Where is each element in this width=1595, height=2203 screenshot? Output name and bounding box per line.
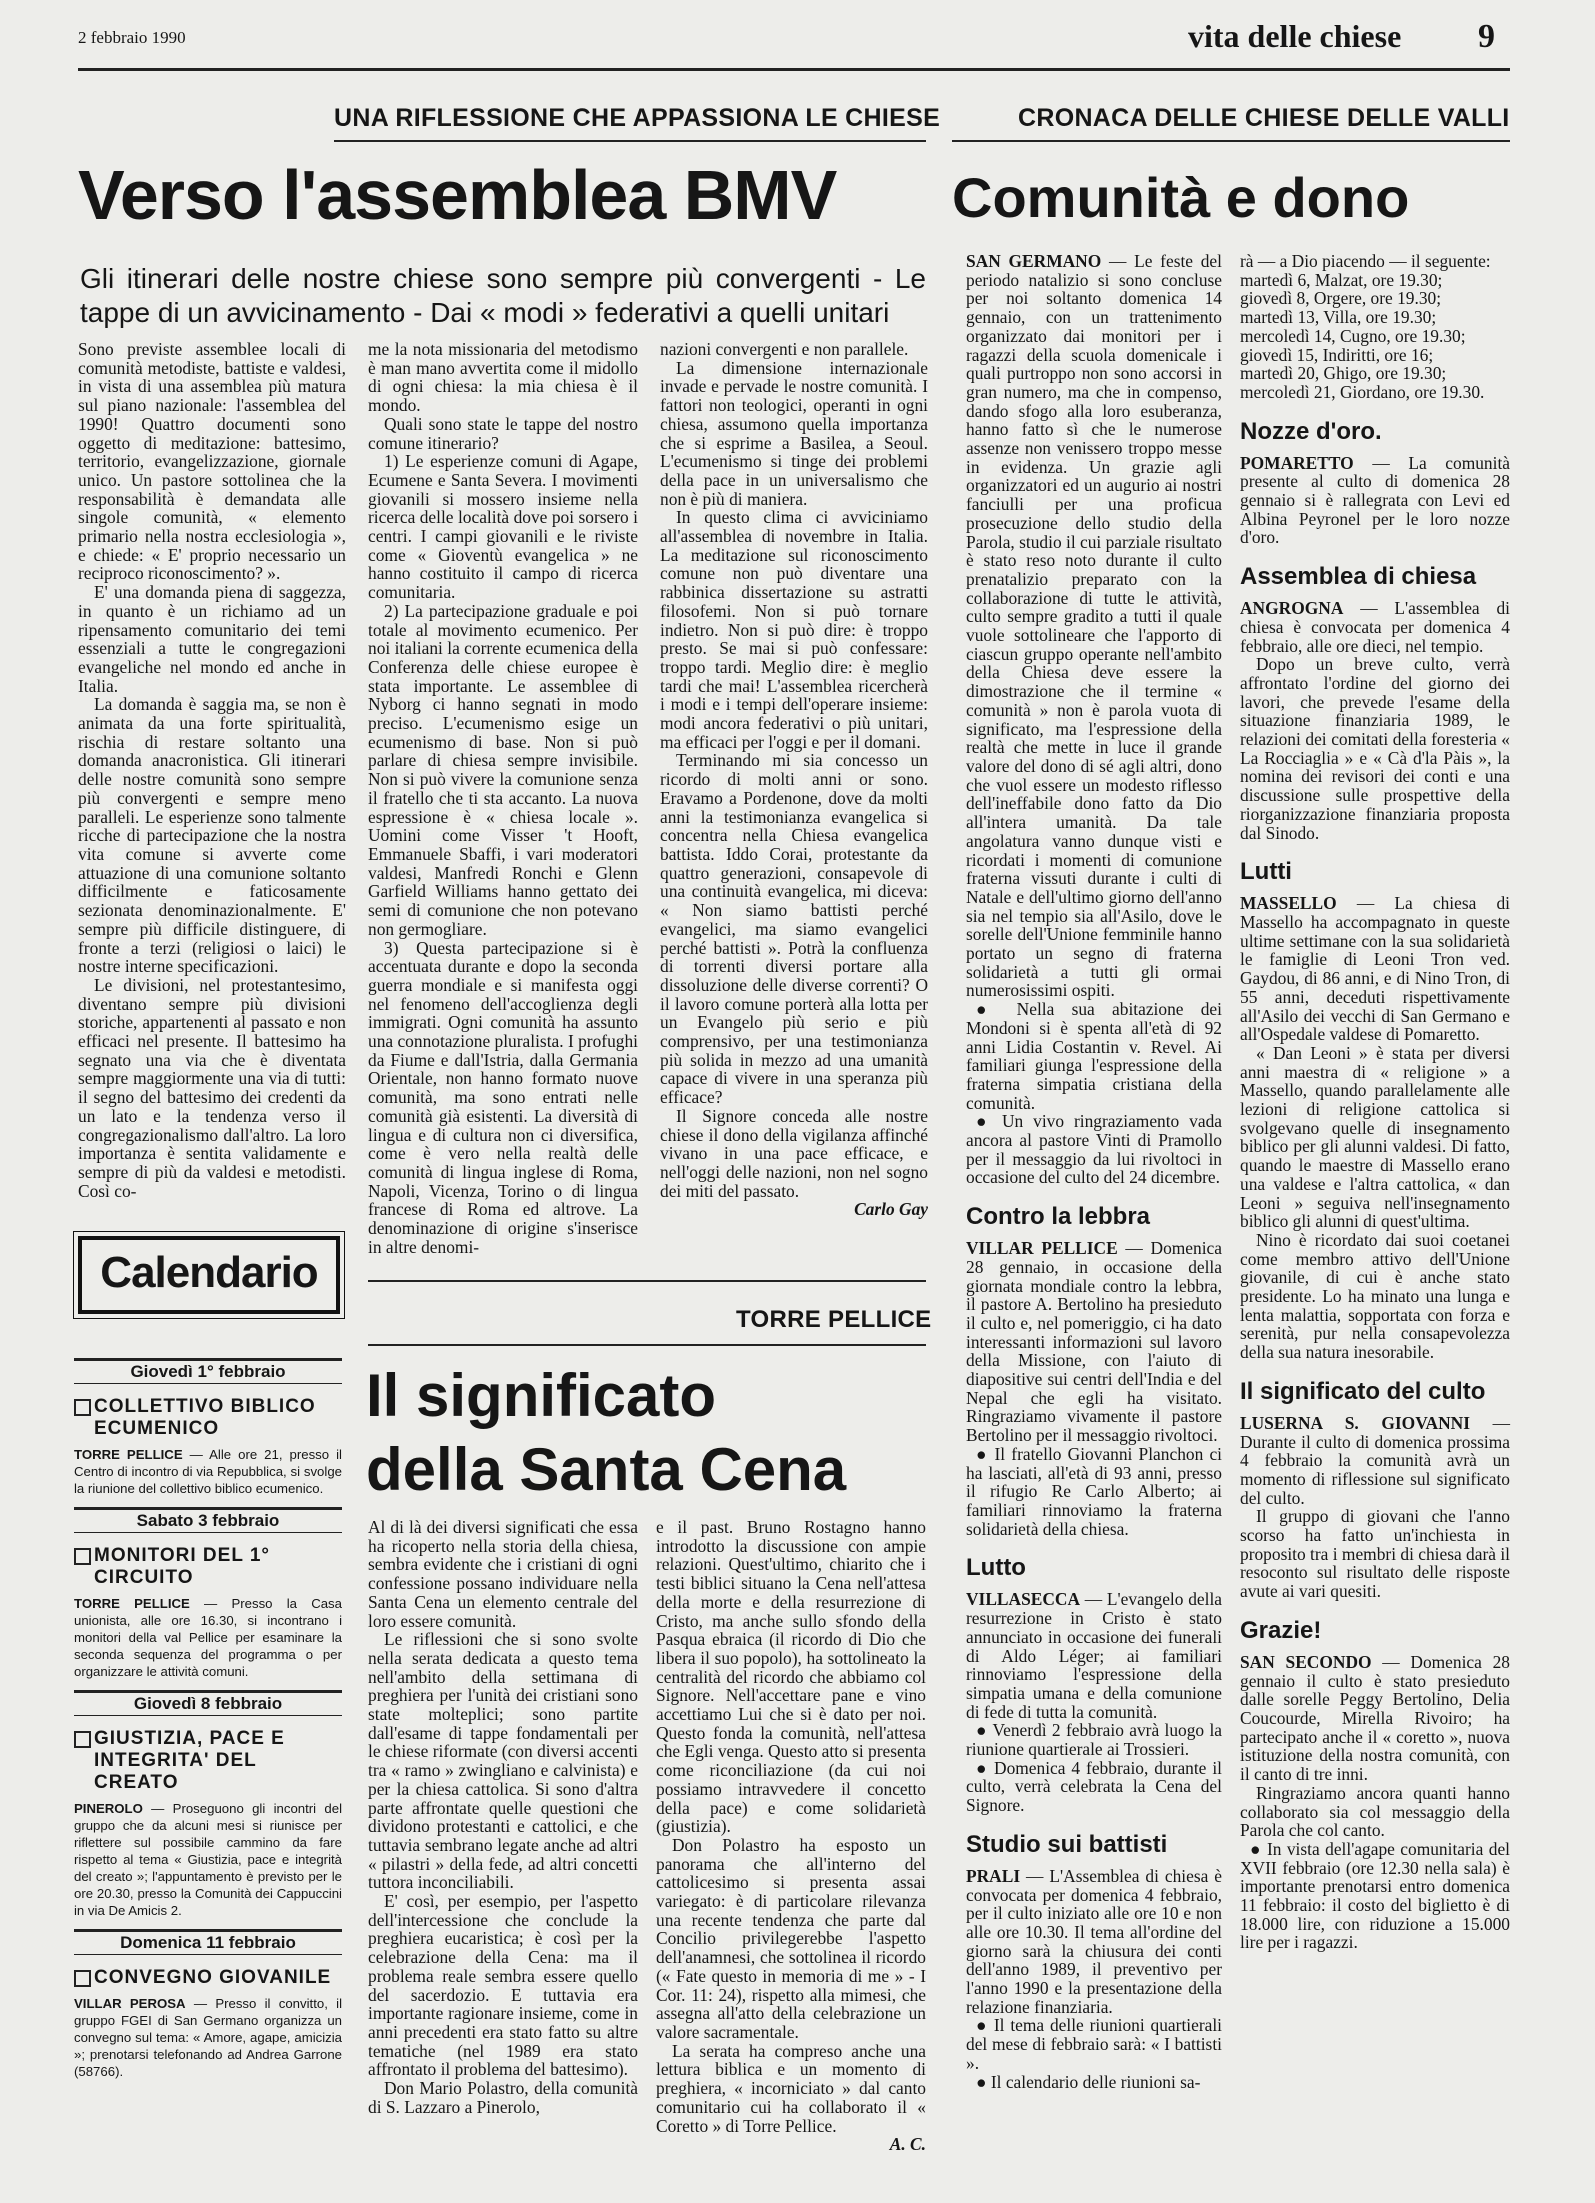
paragraph: Sono previste assemblee locali di comunità metodiste, battiste e valdesi, in vista di una assemblea più matura sul piano nazionale: l'assemblea del 1990! Quattro documenti sono oggetto di meditazione: battesimo, territorio, evangelizzazione, giornale unico. Un pastore sottolinea che la responsabilità è demandata alle singole comunità, « elemento primario nella nostra ecclesiologia », e chiede: « E' proprio necessario un reciproco riconoscimento? ». <box>78 339 346 584</box>
paragraph <box>1240 1507 1510 1601</box>
paragraph: La dimensione internazionale invade e pervade le nostre comunità. I fattori non teologici, operanti in ogni chiesa, assumono quella importanza che si esprime a Basilea, a Seoul. L'ecumenismo si tinge dei problemi della pace in un universalismo che non è più di maniera. <box>660 357 928 509</box>
schedule-line: martedì 20, Ghigo, ore 19.30; <box>1240 363 1447 384</box>
paragraph <box>1240 1653 1510 1784</box>
paragraph: Quali sono state le tappe del nostro comune itinerario? <box>368 413 638 453</box>
paragraph <box>1240 1231 1510 1362</box>
paragraph: Don Mario Polastro, della comunità di S. Lazzaro a Pinerolo, <box>368 2078 638 2117</box>
paragraph-text: — Domenica 28 gennaio il culto è stato presieduto dalle sorelle Peggy Bertolino, Delia Coucourde, Mirella Rivoiro; ha partecipato anche il « coretto », nuova istituzione della nostra comunità, con il canto di tre inni. <box>1240 1651 1510 1785</box>
left-kicker: UNA RIFLESSIONE CHE APPASSIONA LE CHIESE <box>334 104 941 132</box>
calendar-event-text <box>74 1995 342 2080</box>
right-col-b <box>1240 252 1510 2162</box>
paragraph <box>966 252 1222 1000</box>
paragraph <box>1240 454 1510 548</box>
paragraph: e il past. Bruno Rostagno hanno introdotto la discussione con ampie relazioni. Quest'ultimo, chiarito che i testi biblici situano la Cena nell'attesa della morte e della resurrezione di Cristo, ma anche sullo sfondo della Pasqua ebraica (il ricordo di Dio che libera il suo popolo), ha sottolineato la centralità del ricordo che abbiamo col Signore. Nell'accettare pane e vino accettiamo Lui che si è dato per noi. Questo fonda la comunità, nell'attesa che Egli venga. Questo atto si presenta come riconciliazione (da cui noi possiamo intravvedere il concetto della pace) e come solidarietà (giustizia). <box>656 1517 926 1837</box>
paragraph-text: — La chiesa di Massello ha accompagnato in queste ultime settimane con la sua solidarietà le famiglie di Leoni Tron ved. Gaydou, di 86 anni, e di Nino Tron, di 55 anni, deceduti rispettivamente all'Asilo dei vecchi di San Germano e all'Ospedale valdese di Pomaretto. <box>1240 893 1510 1045</box>
bullet-note: ● Domenica 4 febbraio, durante il culto, verrà celebrata la Cena del Signore. <box>966 1757 1222 1816</box>
paragraph: Le divisioni, nel protestantesimo, diventano sempre più divisioni storiche, appartenenti al passato e non efficaci nel presente. Il battesimo ha segnato una via che è diventata sempre maggiormente una via di tutti: il segno del battesimo dei credenti da un lato e la tendenza verso il congregazionalismo dall'altro. La loro importanza è sentita validamente e sempre di più da valdesi e metodisti. Così co- <box>78 974 346 1201</box>
left-col-3 <box>660 340 928 1260</box>
calendar-event-text <box>74 1800 342 1919</box>
calendar-day: Domenica 11 febbraio <box>74 1929 342 1955</box>
paragraph-text: — Domenica 28 gennaio, in occasione della giornata mondiale contro la lebbra, il pastore A. Bertolino ha presieduto il culto e, nel pomeriggio, ci ha dato interessanti informazioni sul lavoro della Missione, con l'aiuto di diapositive sui centri dell'India e del Nepal che egli ha visitato. Ringraziamo vivamente il pastore Bertolino per il messaggio rivoltoci. <box>966 1238 1222 1446</box>
paragraph-text: — Durante il culto di domenica prossima 4 febbraio la comunità avrà un momento di riflessione sul significato del culto. <box>1240 1412 1510 1508</box>
paragraph <box>966 1867 1222 2017</box>
torre-col-2 <box>656 1518 926 2158</box>
event-place: TORRE PELLICE <box>74 1596 190 1611</box>
calendar-event-text <box>74 1595 342 1680</box>
place-name: SAN GERMANO <box>966 251 1102 271</box>
calendar-day: Giovedì 8 febbraio <box>74 1690 342 1716</box>
schedule-line: martedì 13, Villa, ore 19.30; <box>1240 307 1437 328</box>
event-place: TORRE PELLICE <box>74 1447 183 1462</box>
subheading: Lutto <box>966 1554 1026 1582</box>
paragraph: Don Polastro ha esposto un panorama che all'interno del cattolicesimo si presenta assai variegato: è di particolare rilevanza una recente tendenza che parte dal Concilio privilegerebbe l'aspetto dell'anamnesi, che sottolinea il ricordo (« Fate questo in memoria di me » - I Cor. 11: 24), rispetto alla mimesi, che assegna all'atto della celebrazione un valore sacramentale. <box>656 1834 926 2042</box>
place-name: POMARETTO <box>1240 452 1354 473</box>
calendar-event-title: COLLETTIVO BIBLICO ECUMENICO <box>94 1396 342 1440</box>
paragraph-text: rà — a Dio piacendo — il seguente: <box>1240 251 1491 271</box>
place-name: ANGROGNA <box>1240 598 1344 619</box>
left-col-1 <box>78 340 346 1220</box>
calendar-day: Giovedì 1° febbraio <box>74 1358 342 1384</box>
paragraph <box>1240 252 1510 271</box>
paragraph: E' una domanda piena di saggezza, in quanto è un richiamo ad un ripensamento comunitario dei temi essenziali a tutte le congregazioni evangeliche nel mondo ed anche in Italia. <box>78 582 346 696</box>
bullet-note: ● Un vivo ringraziamento vada ancora al pastore Vinti di Pramollo per il messaggio da lui rivoltoci in occasione del culto del 24 dicembre. <box>966 1111 1222 1188</box>
subheading: Assemblea di chiesa <box>1240 563 1477 591</box>
paragraph-text: — L'evangelo della resurrezione in Cristo è stato annunciato in occasione dei funerali di Aldo Léger; ai familiari rinnoviamo l'espressione della simpatia umana e della comunione di fede di tutta la comunità. <box>966 1589 1222 1722</box>
subheading: Contro la lebbra <box>966 1203 1151 1231</box>
paragraph-text: Nino è ricordato dai suoi coetanei come membro attivo dell'Unione giovanile, di cui è anche stato presidente. Lo ha minato una lunga e lenta malattia, sopportata con forza e serenità, pur nella consapevolezza della sua natura inesorabile. <box>1240 1229 1510 1363</box>
paragraph: 1) Le esperienze comuni di Agape, Ecumene e Santa Severa. I movimenti giovanili si mossero insieme nella ricerca delle località dove poi sorsero i centri. I campi giovanili e le riviste come « Gioventù evangelica » ne hanno costituito il campo di ricerca comunitaria. <box>368 451 638 603</box>
paragraph <box>1240 894 1510 1044</box>
left-kicker-rule <box>334 140 926 142</box>
event-body: — Presso il convitto, il gruppo FGEI di San Germano organizza un convegno sul tema: « Amore, agape, amicizia »; prenotarsi telefonando ad Andrea Garrone (58766). <box>74 1996 342 2079</box>
right-kicker: CRONACA DELLE CHIESE DELLE VALLI <box>1018 104 1510 132</box>
subheading: Lutti <box>1240 858 1292 886</box>
paragraph: 2) La partecipazione graduale e poi totale al movimento ecumenico. Per noi italiani la corrente ecumenica della Conferenza delle chiese europee è stata importante. Le assemblee di Nyborg ci hanno segnati in modo preciso. L'ecumenismo esige un ecumenismo di base. Non si può parlare di chiesa sempre invisibile. Non si può vivere la comunione senza il fratello che ti sta accanto. La nuova espressione è « chiesa locale ». Uomini come Visser 't Hooft, Emmanuele Sbaffi, i vari moderatori valdesi, Manfredi Ronchi e Glenn Garfield Williams hanno gettato dei semi di comunione che non potevano non germogliare. <box>368 600 638 939</box>
place-name: VILLASECCA <box>966 1589 1081 1610</box>
event-place: VILLAR PEROSA <box>74 1996 186 2011</box>
paragraph: me la nota missionaria del metodismo è man mano avvertita come il midollo di ogni chiesa: la mia chiesa è il mondo. <box>368 339 638 416</box>
header-rule <box>78 68 1510 71</box>
paragraph-text: Il gruppo di giovani che l'anno scorso ha fatto un'inchiesta in proposito tra i membri di chiesa darà il resoconto sul risultato delle risposte avute ai vari quesiti. <box>1240 1506 1510 1602</box>
section-title: vita delle chiese <box>1188 18 1402 54</box>
bullet-note: ● Venerdì 2 febbraio avrà luogo la riunione quartierale ai Trossieri. <box>966 1720 1222 1760</box>
torre-col-1 <box>368 1518 638 2158</box>
paragraph: Il Signore conceda alle nostre chiese il dono della vigilanza affinché vivano in una pace efficace, e nell'oggi delle nazioni, non nel sogno dei miti del passato. <box>660 1105 928 1201</box>
calendar-event-title: CONVEGNO GIOVANILE <box>94 1967 342 1989</box>
schedule-line: giovedì 15, Indiritti, ore 16; <box>1240 344 1434 365</box>
calendar-event-title: GIUSTIZIA, PACE E INTEGRITA' DEL CREATO <box>94 1728 342 1794</box>
left-subtitle: Gli itinerari delle nostre chiese sono sempre più convergenti - Le tappe di un avvicinamento - Dai « modi » federativi a quelli unitari <box>80 263 926 328</box>
place-name: MASSELLO <box>1240 893 1337 914</box>
paragraph: Al di là dei diversi significati che essa ha ricoperto nella storia della chiesa, sembra evidente che i cristiani di ogni confessione possano individuare nella Santa Cena un elemento centrale del loro essere comunità. <box>368 1517 638 1631</box>
bullet-note: ● Il calendario delle riunioni sa- <box>976 2071 1201 2092</box>
paragraph: Terminando mi sia concesso un ricordo di molti anni or sono. Eravamo a Pordenone, dove da molti anni la testimonianza evangelica si concentra nella Chiesa evangelica battista. Iddo Corai, protestante da quattro generazioni, consapevole di una continuità evangelica, mi diceva: « Non siamo battisti perché evangelici, ma siamo evangelici perché battisti ». Potrà la confluenza di torrenti diversi portare alla dissoluzione delle diverse correnti? O il lavoro comune porterà alla lotta per un Evangelo più serio e più comprensivo, per una testimonianza più solida in mezzo ad una umanità capace di vivere in una speranza più efficace? <box>660 750 928 1108</box>
place-name: PRALI <box>966 1865 1021 1886</box>
torre-kicker: TORRE PELLICE <box>736 1306 932 1333</box>
paragraph <box>966 1590 1222 1721</box>
signature: Carlo Gay <box>854 1199 928 1220</box>
subheading: Grazie! <box>1240 1616 1322 1644</box>
subheading: Il significato del culto <box>1240 1377 1486 1405</box>
torre-headline-1: Il significato <box>366 1362 717 1429</box>
event-body: — Proseguono gli incontri del gruppo che da alcuni mesi si riunisce per riflettere sul possibile cammino da fare rispetto al tema « Giustizia, pace e integrità del creato »; l'appuntamento è previsto per le ore 20.30, presso la Comunità dei Cappuccini in via De Amicis 2. <box>74 1801 342 1918</box>
schedule-line: giovedì 8, Orgere, ore 19.30; <box>1240 288 1442 309</box>
bullet-note: ● Il tema delle riunioni quartierali del mese di febbraio sarà: « I battisti ». <box>966 2015 1222 2073</box>
paragraph-text: — L'Assemblea di chiesa è convocata per domenica 4 febbraio, per il culto iniziato alle ore 10 e non alle ore 10.30. Il tema all'ordine del giorno sarà la chiusura dei conti dell'anno 1989, il preventivo per l'anno 1990 e la presentazione della relazione finanziaria. <box>966 1865 1222 2017</box>
event-place: PINEROLO <box>74 1801 143 1816</box>
right-kicker-rule <box>952 140 1510 142</box>
paragraph: 3) Questa partecipazione si è accentuata durante e dopo la seconda guerra mondiale e si manifesta oggi nel fenomeno dell'accoglienza degli immigrati. Ogni comunità ha assunto una connotazione pluralista. I profughi da Fiume e dall'Istria, dalla Germania Orientale, non hanno formato nuove comunità, ma sono entrati nelle comunità già esistenti. La diversità di lingua e di cultura non ci diversifica, come è vero nella realtà delle comunità di lingua inglese di Roma, Napoli, Vicenza, Torino o di lingua francese di Roma ed altrove. La denominazione di origine s'inserisce in altre denomi- <box>368 937 638 1257</box>
left-col-2 <box>368 339 638 1257</box>
paragraph-text: — L'assemblea di chiesa è convocata per domenica 4 febbraio, alle ore dieci, nel tempio. <box>1240 598 1510 656</box>
calendar-list <box>74 1352 342 2090</box>
bullet-note: ● Nella sua abitazione dei Mondoni si è spenta all'età di 92 anni Lidia Costantin v. Revel. Ai familiari giunga l'espressione della fraterna simpatia cristiana della comunità. <box>966 999 1222 1113</box>
left-headline: Verso l'assemblea BMV <box>78 156 837 234</box>
bullet-note: ● Il fratello Giovanni Planchon ci ha lasciati, all'età di 93 anni, presso il rifugio Re Carlo Alberto; ai familiari rinnoviamo la fraterna solidarietà della chiesa. <box>966 1443 1222 1539</box>
schedule-line: mercoledì 21, Giordano, ore 19.30. <box>1240 381 1485 402</box>
paragraph <box>966 1239 1222 1445</box>
issue-date: 2 febbraio 1990 <box>78 28 186 47</box>
place-name: SAN SECONDO <box>1240 1651 1372 1672</box>
paragraph: nazioni convergenti e non parallele. <box>660 339 909 359</box>
calendar-title-box <box>78 1236 340 1314</box>
place-name: LUSERNA S. GIOVANNI <box>1240 1412 1470 1433</box>
paragraph-text: — Le feste del periodo natalizio si sono concluse per noi soltanto domenica 14 gennaio, con un trattenimento organizzato dai monitori per i ragazzi della scuola domenicale i quali purtroppo non sono accorsi in gran numero, ma che in compenso, dando sfogo alla loro esuberanza, hanno fatto sì che le numerose assenze non venissero troppo messe in evidenza. Un grazie agli organizzatori ed un augurio ai nostri fanciulli per una proficua prosecuzione dello studio della Parola, studio il cui parziale risultato è stato reso noto durante il culto prenatalizio preparato con la collaborazione di tutte le attività, culto sempre gradito a tutti il quale vuole sottolineare che l'apporto di ciascun gruppo operante nell'ambito della Chiesa deve essere la dimostrazione che il termine « comunità » non è parola vuota di significato, ma l'espressione della realtà che mette in luce il grande valore del dono di sé agli altri, dono che vuol essere un modesto riflesso dell'ineffabile dono fatto da Dio all'intera umanità. Da tale angolatura vanno dunque visti e ricordati i momenti di comunione fraterna vissuti durante i culti di Natale e dell'ultimo giorno dell'anno sia nel tempio sia all'Asilo, dove le sorelle dell'Unione femminile hanno portato un segno di fraterna solidarietà a tutti gli ormai numerosissimi ospiti. <box>966 251 1222 1001</box>
signature: A. C. <box>889 2134 926 2155</box>
bullet-note: ● In vista dell'agape comunitaria del XVII febbraio (ore 12.30 nella sala) è importante prenotarsi entro domenica 11 febbraio: il costo del biglietto è di 18.000 lire, con riduzione a 15.000 lire per i ragazzi. <box>1240 1838 1510 1953</box>
subheading: Nozze d'oro. <box>1240 417 1382 445</box>
page-number: 9 <box>1478 18 1495 55</box>
paragraph: In questo clima ci avviciniamo all'assemblea di novembre in Italia. La meditazione sul riconoscimento comune non può diventare una rabbinica dissertazione su astratti filosofemi. Non si può tornare indietro. Non si può dire: è troppo presto. Se mai si può confessare: troppo tardi. Meglio dire: è meglio tardi che mai! L'assemblea ricercherà i modi e i tempi dell'operare insieme: modi ancora federativi o più unitari, ma efficaci per l'oggi e per il domani. <box>660 507 928 752</box>
paragraph-text: Ringraziamo ancora quanti hanno collaborato sia col messaggio della Parola che col canto. <box>1240 1782 1510 1841</box>
right-col-a <box>966 252 1222 2162</box>
schedule-line: martedì 6, Malzat, ore 19.30; <box>1240 269 1443 290</box>
paragraph: E' così, per esempio, per l'aspetto dell'intercessione che conclude la preghiera eucaristica; è così per la celebrazione della Cena: ma il problema reale sembra essere quello del sacerdozio. E tuttavia era importante ragionare insieme, come in anni precedenti era stato fatto su altre tematiche (nel 1989 era stato affrontato il problema del battesimo). <box>368 1891 638 2080</box>
calendar-event-text <box>74 1446 342 1497</box>
paragraph-text: Dopo un breve culto, verrà affrontato l'ordine del giorno dei lavori, che prevede l'esame della situazione finanziaria 1989, le relazioni dei comitati della foresteria « La Rocciaglia » e « Cà d'la Pàis », la nomina dei revisori dei conti e una discussione sulle prospettive della riorganizzazione finanziaria proposta dal Sinodo. <box>1240 654 1510 843</box>
paragraph: La domanda è saggia ma, se non è animata da una forte spiritualità, rischia di restare soltanto una domanda anacronistica. Gli itinerari delle nostre comunità sono sempre più convergenti e sempre meno paralleli. Le esperienze sono talmente ricche di partecipazione che la nostra vita comune si avverte come attuazione di una comunione soltanto difficilmente e faticosamente sezionata denominazionalmente. E' sempre più difficile distinguere, di fronte a terzi (religiosi o laici) le nostre interne specificazioni. <box>78 694 346 977</box>
torre-kicker-rule <box>368 1344 926 1346</box>
event-body: — Presso la Casa unionista, alle ore 16.30, si incontrano i monitori della val Pellice per esaminare la seconda sequenza del programma o per organizzare le attività comuni. <box>74 1596 342 1679</box>
paragraph-text: — La comunità presente al culto di domenica 28 gennaio si è rallegrata con Levi ed Albina Peyronel per le loro nozze d'oro. <box>1240 452 1510 548</box>
calendar-day: Sabato 3 febbraio <box>74 1507 342 1533</box>
calendar-event-title: MONITORI DEL 1° CIRCUITO <box>94 1545 342 1589</box>
event-body: — Alle ore 21, presso il Centro di incontro di via Repubblica, si svolge la riunione del collettivo biblico ecumenico. <box>74 1447 342 1496</box>
paragraph: La serata ha compreso anche una lettura biblica e un momento di preghiera, « incorniciato » dal canto comunitario cui ha collaborato il « Coretto » di Torre Pellice. <box>656 2040 926 2136</box>
place-name: VILLAR PELLICE <box>966 1238 1118 1259</box>
paragraph-text: « Dan Leoni » è stata per diversi anni maestra di « religione » a Massello, quando parallelamente alle lezioni di religione cattolica si svolgevano quelle di insegnamento biblico per gli alunni valdesi. Di fatto, quando le maestre di Massello erano una valdese e l'altra cattolica, « dan Leoni » seguiva nell'insegnamento biblico gli alunni di quest'ultima. <box>1240 1042 1510 1232</box>
subheading: Studio sui battisti <box>966 1830 1168 1858</box>
paragraph: Le riflessioni che si sono svolte nella serata dedicata a questo tema nell'ambito della settimana di preghiera per l'unità dei cristiani sono state molteplici; sono partite dall'esame di tappe fondamentali per le chiese riformate (con diversi accenti tra « ramo » zwingliano e calvinista) e per la chiesa cattolica. Si sono d'altra parte affrontate quelle questioni che dividono protestanti e cattolici, e che tuttavia sembrano legate anche ad altri « pilastri » della fede, ad altri concetti tuttora inconciliabili. <box>368 1629 638 1893</box>
paragraph <box>1240 1784 1510 1840</box>
calendar-title: Calendario <box>100 1248 318 1297</box>
paragraph <box>1240 599 1510 655</box>
paragraph <box>1240 1414 1510 1508</box>
right-headline: Comunità e dono <box>952 166 1410 229</box>
left-bottom-rule <box>368 1280 926 1282</box>
schedule-line: mercoledì 14, Cugno, ore 19.30; <box>1240 325 1466 346</box>
paragraph <box>1240 655 1510 842</box>
paragraph <box>1240 1044 1510 1231</box>
torre-headline-2: della Santa Cena <box>366 1436 847 1503</box>
